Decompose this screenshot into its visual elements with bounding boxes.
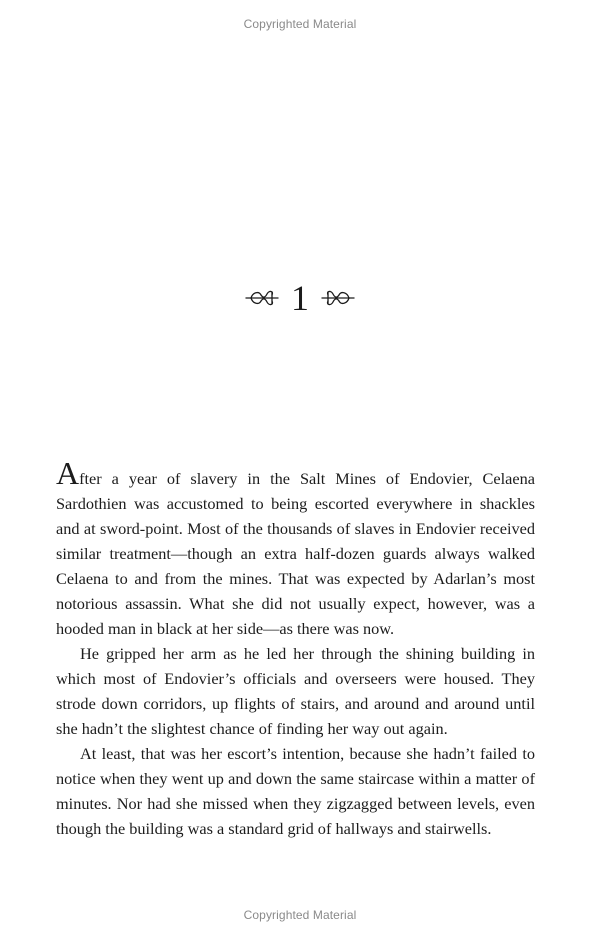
copyright-watermark-bottom: Copyrighted Material — [243, 908, 357, 922]
copyright-watermark-top: Copyrighted Material — [243, 17, 357, 31]
drop-initial: A — [56, 455, 80, 491]
paragraph-3: At least, that was her escort’s intention, because she hadn’t failed to notice when they went up and down the same staircase within a matter of minutes. Nor had she missed when they zigzagged between levels, even though the building was a standard grid of hallways and stairwells. — [56, 744, 535, 838]
paragraph-1 — [56, 455, 535, 641]
chapter-number: 1 — [291, 278, 309, 318]
right-ornament-icon — [321, 287, 355, 309]
paragraph-2: He gripped her arm as he led her through the shining building in which most of Endovier’s officials and overseers were housed. They strode down corridors, up flights of stairs, and around and around until she hadn’t the slightest chance of finding her way out again. — [56, 644, 535, 738]
chapter-heading — [0, 276, 600, 320]
chapter-body — [56, 455, 535, 841]
left-ornament-icon — [245, 287, 279, 309]
paragraph-1-text: fter a year of slavery in the Salt Mines of Endovier, Celaena Sardothien was accustomed to being escorted everywhere in shackles and at sword-point. Most of the thousands of slaves in Endovier received similar treatment—though an extra half-dozen guards always walked Celaena to and from the mines. That was expected by Adarlan’s most notorious assassin. What she did not usually expect, however, was a hooded man in black at her side—as there was now. — [56, 469, 535, 638]
